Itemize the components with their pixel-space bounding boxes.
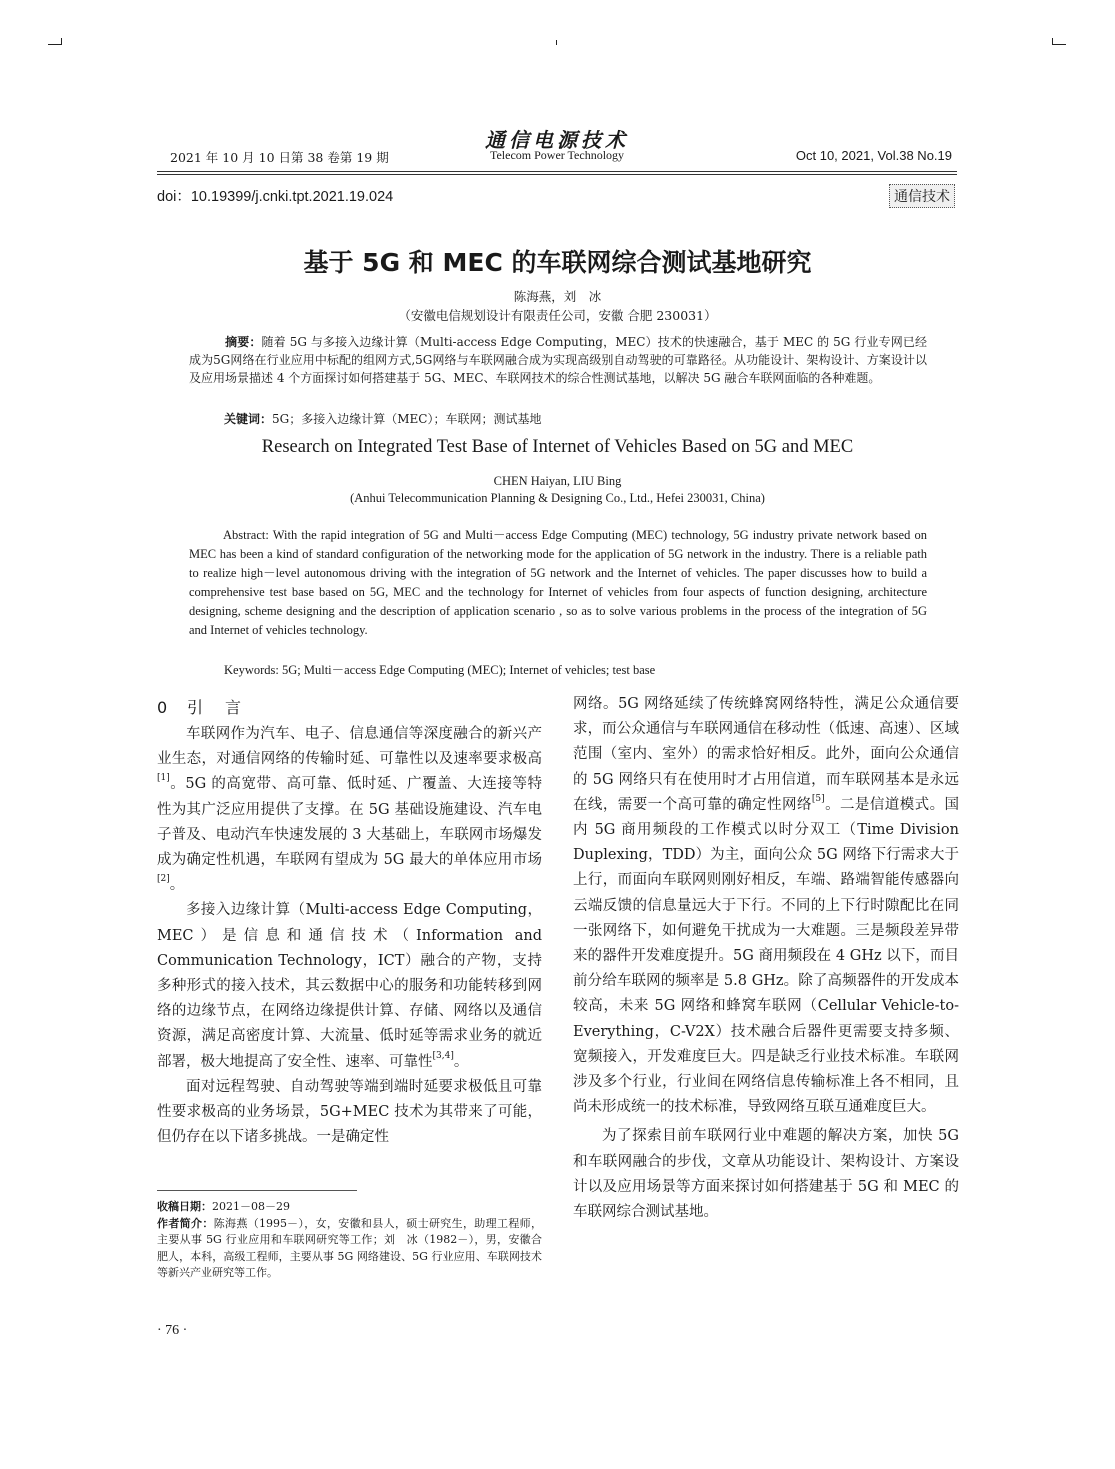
crop-mark bbox=[1052, 44, 1066, 45]
header-rule bbox=[157, 174, 957, 175]
body-column-left bbox=[157, 722, 542, 1150]
page-number: · 76 · bbox=[157, 1323, 188, 1338]
keywords-cn-label: 关键词： bbox=[224, 412, 273, 426]
received-date bbox=[157, 1199, 542, 1216]
section-number: 0 bbox=[157, 698, 169, 717]
paragraph bbox=[157, 898, 542, 1074]
header-rule bbox=[157, 171, 957, 172]
affiliation-en: (Anhui Telecommunication Planning & Designing Co., Ltd., Hefei 230031, China) bbox=[350, 491, 765, 505]
section-tag: 通信技术 bbox=[889, 184, 955, 208]
paragraph-text: 多接入边缘计算（Multi-access Edge Computing，MEC）是信息和通信技术（Information and Communication Technology，ICT）融合的产物，支持多种形式的接入技术，其云数据中心的服务和功能转移到网络的边缘节点，在网络边缘提供计算、存储、网络以及通信资源，满足高密度计算、大流量、低时延等需求业务的就近部署，极大地提高了安全性、速率、可靠性 bbox=[157, 902, 542, 1070]
footnote-rule bbox=[157, 1190, 357, 1191]
paragraph-text: 为了探索目前车联网行业中难题的解决方案，加快 5G 和车联网融合的步伐，文章从功能设计、架构设计、方案设计以及应用场景等方面来探讨如何搭建基于 5G 和 MEC 的车联网综合测试基地。 bbox=[573, 1128, 959, 1221]
paragraph bbox=[157, 1075, 542, 1151]
received-value: 2021－08－29 bbox=[212, 1200, 290, 1213]
paragraph bbox=[573, 1124, 959, 1225]
paragraph-text: 。5G 的高宽带、高可靠、低时延、广覆盖、大连接等特性为其广泛应用提供了支撑。在 5G 基础设施建设、汽车电子普及、电动汽车快速发展的 3 大基础上，车联网市场爆发成为确定性机遇，车联网有望成为 5G 最大的单体应用市场 bbox=[157, 776, 542, 869]
paragraph-text: 。二是信道模式。国内 5G 商用频段的工作模式以时分双工（Time Division Duplexing，TDD）为主，面向公众 5G 网络下行需求大于上行，而面向车联网则刚好相反，车端、路端智能传感器向云端反馈的信息量远大于下行。不同的上下行时隙配比在同一张网络下，如何避免干扰成为一大难题。三是频段差异带来的器件开发难度提升。5G 商用频段在 4 GHz 以下，而目前分给车联网的频率是 5.8 GHz。除了高频器件的开发成本较高，未来 5G 网络和蜂窝车联网（Cellular Vehicle-to-Everything，C-V2X）技术融合后器件更需要支持多频、宽频接入，开发难度巨大。四是缺乏行业技术标准。车联网涉及多个行业，行业间在网络信息传输标准上各不相同，且尚未形成统一的技术标准，导致网络互联互通难度巨大。 bbox=[573, 796, 960, 1116]
paragraph-text: 。 bbox=[453, 1053, 469, 1070]
authors-en: CHEN Haiyan, LIU Bing bbox=[493, 474, 622, 488]
keywords-cn bbox=[224, 410, 541, 427]
body-column-right bbox=[573, 692, 959, 1225]
header-date-en: Oct 10, 2021, Vol.38 No.19 bbox=[795, 148, 952, 163]
keywords-en: Keywords: 5G; Multi－access Edge Computing (MEC); Internet of vehicles; test base bbox=[224, 663, 656, 677]
crop-mark bbox=[1052, 38, 1053, 45]
citation: [1] bbox=[157, 773, 170, 784]
paragraph-text: 面对远程驾驶、自动驾驶等端到端时延要求极低且可靠性要求极高的业务场景，5G+MEC 技术为其带来了可能，但仍存在以下诸多挑战。一是确定性 bbox=[157, 1078, 542, 1146]
title-cn: 基于 5G 和 MEC 的车联网综合测试基地研究 bbox=[303, 248, 812, 277]
doi: doi：10.19399/j.cnki.tpt.2021.19.024 bbox=[157, 189, 394, 205]
affiliation-cn: （安徽电信规划设计有限责任公司，安徽 合肥 230031） bbox=[398, 308, 717, 323]
abstract-en-text: Abstract: With the rapid integration of 5G and Multi－access Edge Computing (MEC) technology, 5G industry private network based on MEC has been a kind of standard configuration of the networking mode for the application of 5G network in the industry. There is a reliable path to realize high－level autonomous driving with the integration of 5G network and the Internet of vehicles. The paper discusses how to build a comprehensive test base based on 5G, MEC and the technology for Internet of vehicles from four aspects of function designing, architecture designing, scheme designing and the description of application scenario , so as to solve various problems in the process of the integration of 5G and Internet of vehicles technology. bbox=[189, 528, 927, 637]
citation: [2] bbox=[157, 874, 170, 885]
journal-title-cn: 通信电源技术 bbox=[485, 128, 629, 152]
author-bio bbox=[157, 1216, 542, 1282]
section-title-char: 言 bbox=[225, 698, 243, 717]
header-date-cn: 2021 年 10 月 10 日第 38 卷第 19 期 bbox=[170, 150, 389, 165]
section-heading bbox=[157, 695, 242, 718]
section-title-char: 引 bbox=[187, 698, 205, 717]
citation: [5] bbox=[811, 793, 825, 804]
crop-mark bbox=[61, 38, 62, 45]
citation: [3,4] bbox=[432, 1050, 454, 1061]
crop-mark bbox=[48, 44, 62, 45]
abstract-cn-label: 摘要： bbox=[225, 335, 262, 349]
bio-text: 刘 冰（1982－），男，安徽合肥人，本科，高级工程师，主要从事 5G 网络建设、5G 行业应用、车联网技术等新兴产业研究等工作。 bbox=[157, 1233, 542, 1279]
footnote bbox=[157, 1199, 542, 1282]
paragraph-text: 网络。5G 网络延续了传统蜂窝网络特性，满足公众通信要求，而公众通信与车联网通信在移动性（低速、高速）、区域范围（室内、室外）的需求恰好相反。此外，面向公众通信的 5G 网络只有在使用时才占用信道，而车联网基本是永远在线，需要一个高可靠的确定性网络 bbox=[573, 696, 959, 813]
paragraph-text: 。 bbox=[169, 877, 185, 894]
paragraph-text: 车联网作为汽车、电子、信息通信等深度融合的新兴产业生态，对通信网络的传输时延、可靠性以及速率要求极高 bbox=[157, 726, 542, 768]
authors-cn: 陈海燕，刘 冰 bbox=[513, 289, 602, 304]
abstract-cn-text: 随着 5G 与多接入边缘计算（Multi-access Edge Computing，MEC）技术的快速融合，基于 MEC 的 5G 行业专网已经成为5G网络在行业应用中标配的组网方式,5G网络与车联网融合成为实现高级别自动驾驶的可靠路径。从功能设计、架构设计、方案设计以及应用场景描述 4 个方面探讨如何搭建基于 5G、MEC、车联网技术的综合性测试基地，以解决 5G 融合车联网面临的各种难题。 bbox=[189, 335, 927, 385]
bio-label: 作者简介： bbox=[157, 1216, 214, 1230]
abstract-en bbox=[189, 526, 927, 640]
journal-title-en: Telecom Power Technology bbox=[489, 148, 625, 162]
paragraph bbox=[573, 692, 959, 1120]
crop-mark bbox=[556, 40, 557, 45]
keywords-cn-text: 5G；多接入边缘计算（MEC）；车联网；测试基地 bbox=[272, 412, 542, 426]
abstract-cn bbox=[189, 333, 927, 387]
title-en: Research on Integrated Test Base of Internet of Vehicles Based on 5G and MEC bbox=[261, 437, 854, 457]
paragraph bbox=[157, 722, 542, 898]
bio-text: 陈海燕（1995－），女，安徽和县人，硕士研究生，助理工程师，主要从事 5G 行业应用和车联网研究等工作； bbox=[157, 1216, 543, 1246]
received-label: 收稿日期： bbox=[157, 1200, 212, 1213]
